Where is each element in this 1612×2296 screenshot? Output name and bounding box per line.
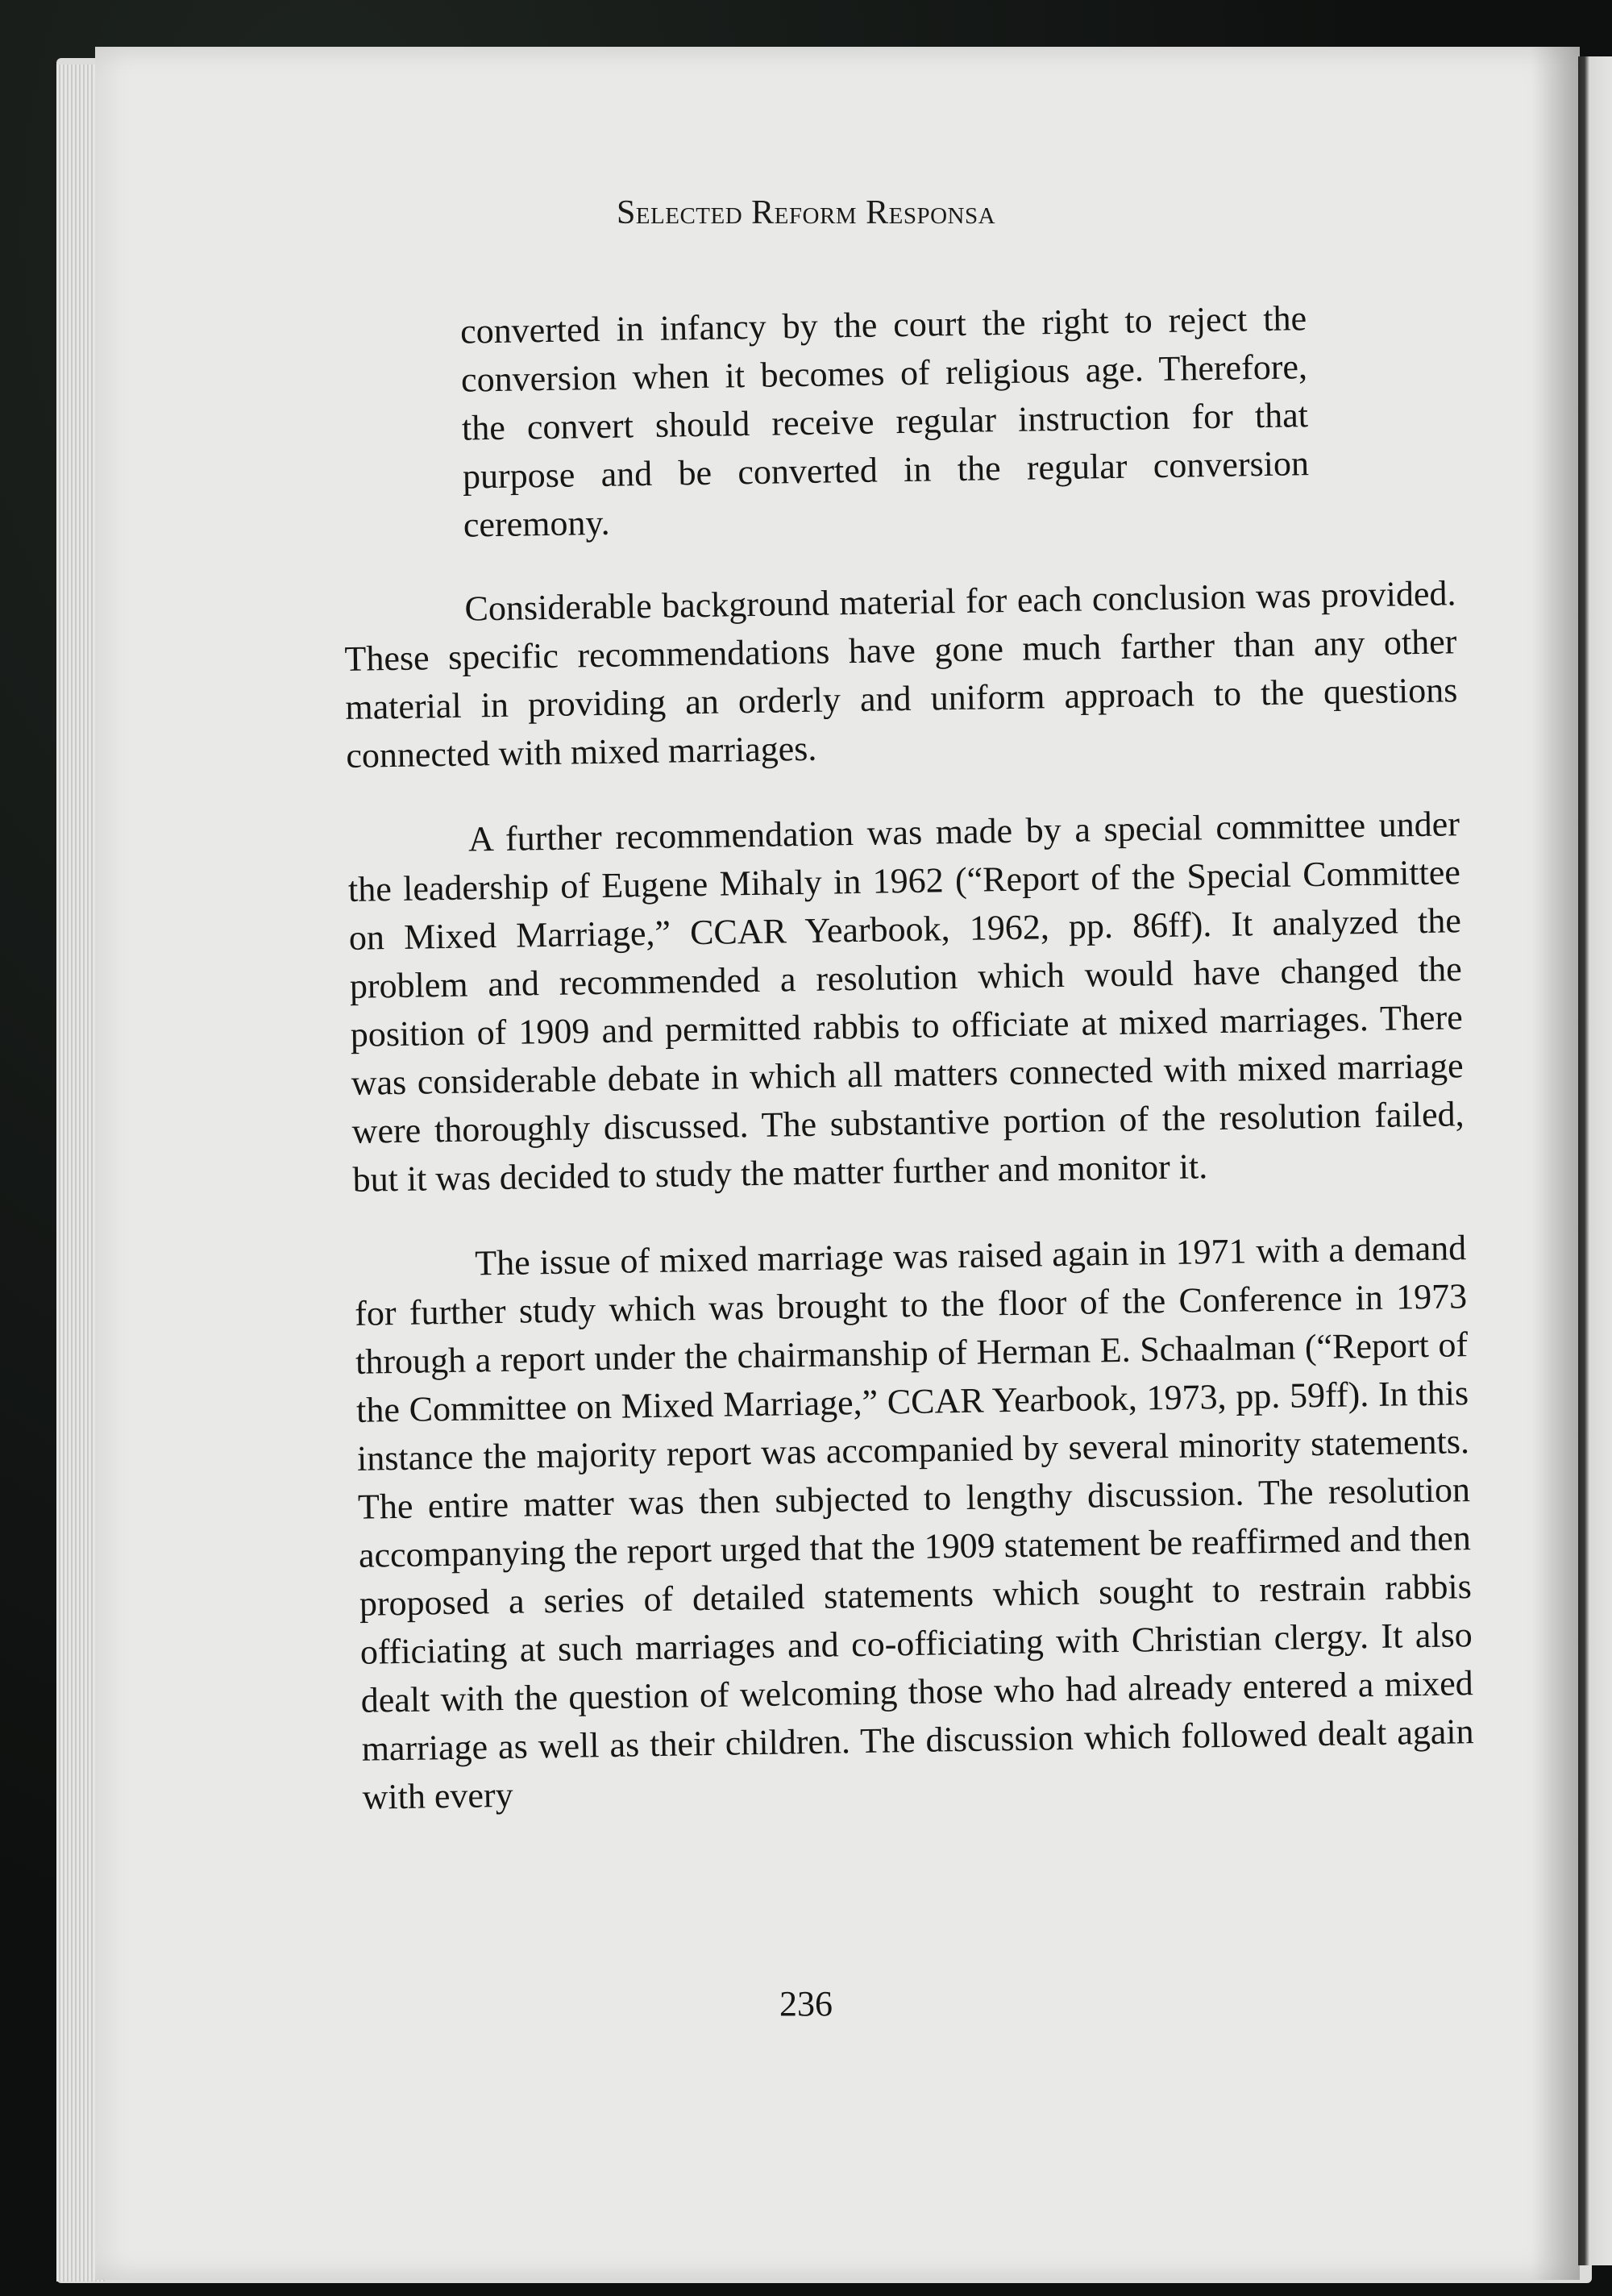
paragraph: The issue of mixed marriage was raised again in 1971 with a demand for further study which was brought to the floor of the Conference in 1973 through a report under the chairmanship of Herman E. Schaalman (“Report of the Committee on Mixed Marriage,” CCAR Yearbook, 1973, pp. 59ff). In this instance the majority report was accompanied by several minority statements. The entire matter was then subjected to lengthy discussion. The resolution accompanying the report urged that the 1909 statement be reaffirmed and then proposed a series of detailed statements which sought to restrain rabbis officiating at such marriages and co-officiating with Christian clergy. It also dealt with the question of welcoming those who had already entered a mixed marriage as well as their children. The discussion which followed dealt again with every [354,1228,1474,1817]
paragraph: Considerable background material for each conclusion was provided. These specific recommendations have gone much farther than any other material in providing an orderly and uniform approach to the questions connected with mixed marriages. [344,573,1458,776]
body-text [339,256,1476,1858]
running-head: Selected Reform Responsa [616,194,996,231]
facing-page-edge [1578,56,1612,2265]
gutter-shadow [1531,47,1580,2280]
paragraph: A further recommendation was made by a special committee under the leadership of Eugene Mihaly in 1962 (“Report of the Special Committee on Mixed Marriage,” CCAR Yearbook, 1962, pp. 86ff). It analyzed the problem and recommended a resolution which would have changed the position of 1909 and permitted rabbis to officiate at mixed marriages. There was considerable debate in which all matters connected with mixed marriage were thoroughly discussed. The substantive portion of the resolution failed, but it was decided to study the matter further and monitor it. [347,804,1465,1200]
block-quote: converted in infancy by the court the right to reject the conversion when it becomes of religious age. Therefore, the convert should receive regular instruction for that purpose and be converted in the regular conversion ceremony. [459,298,1310,545]
page-number: 236 [779,1984,833,2024]
